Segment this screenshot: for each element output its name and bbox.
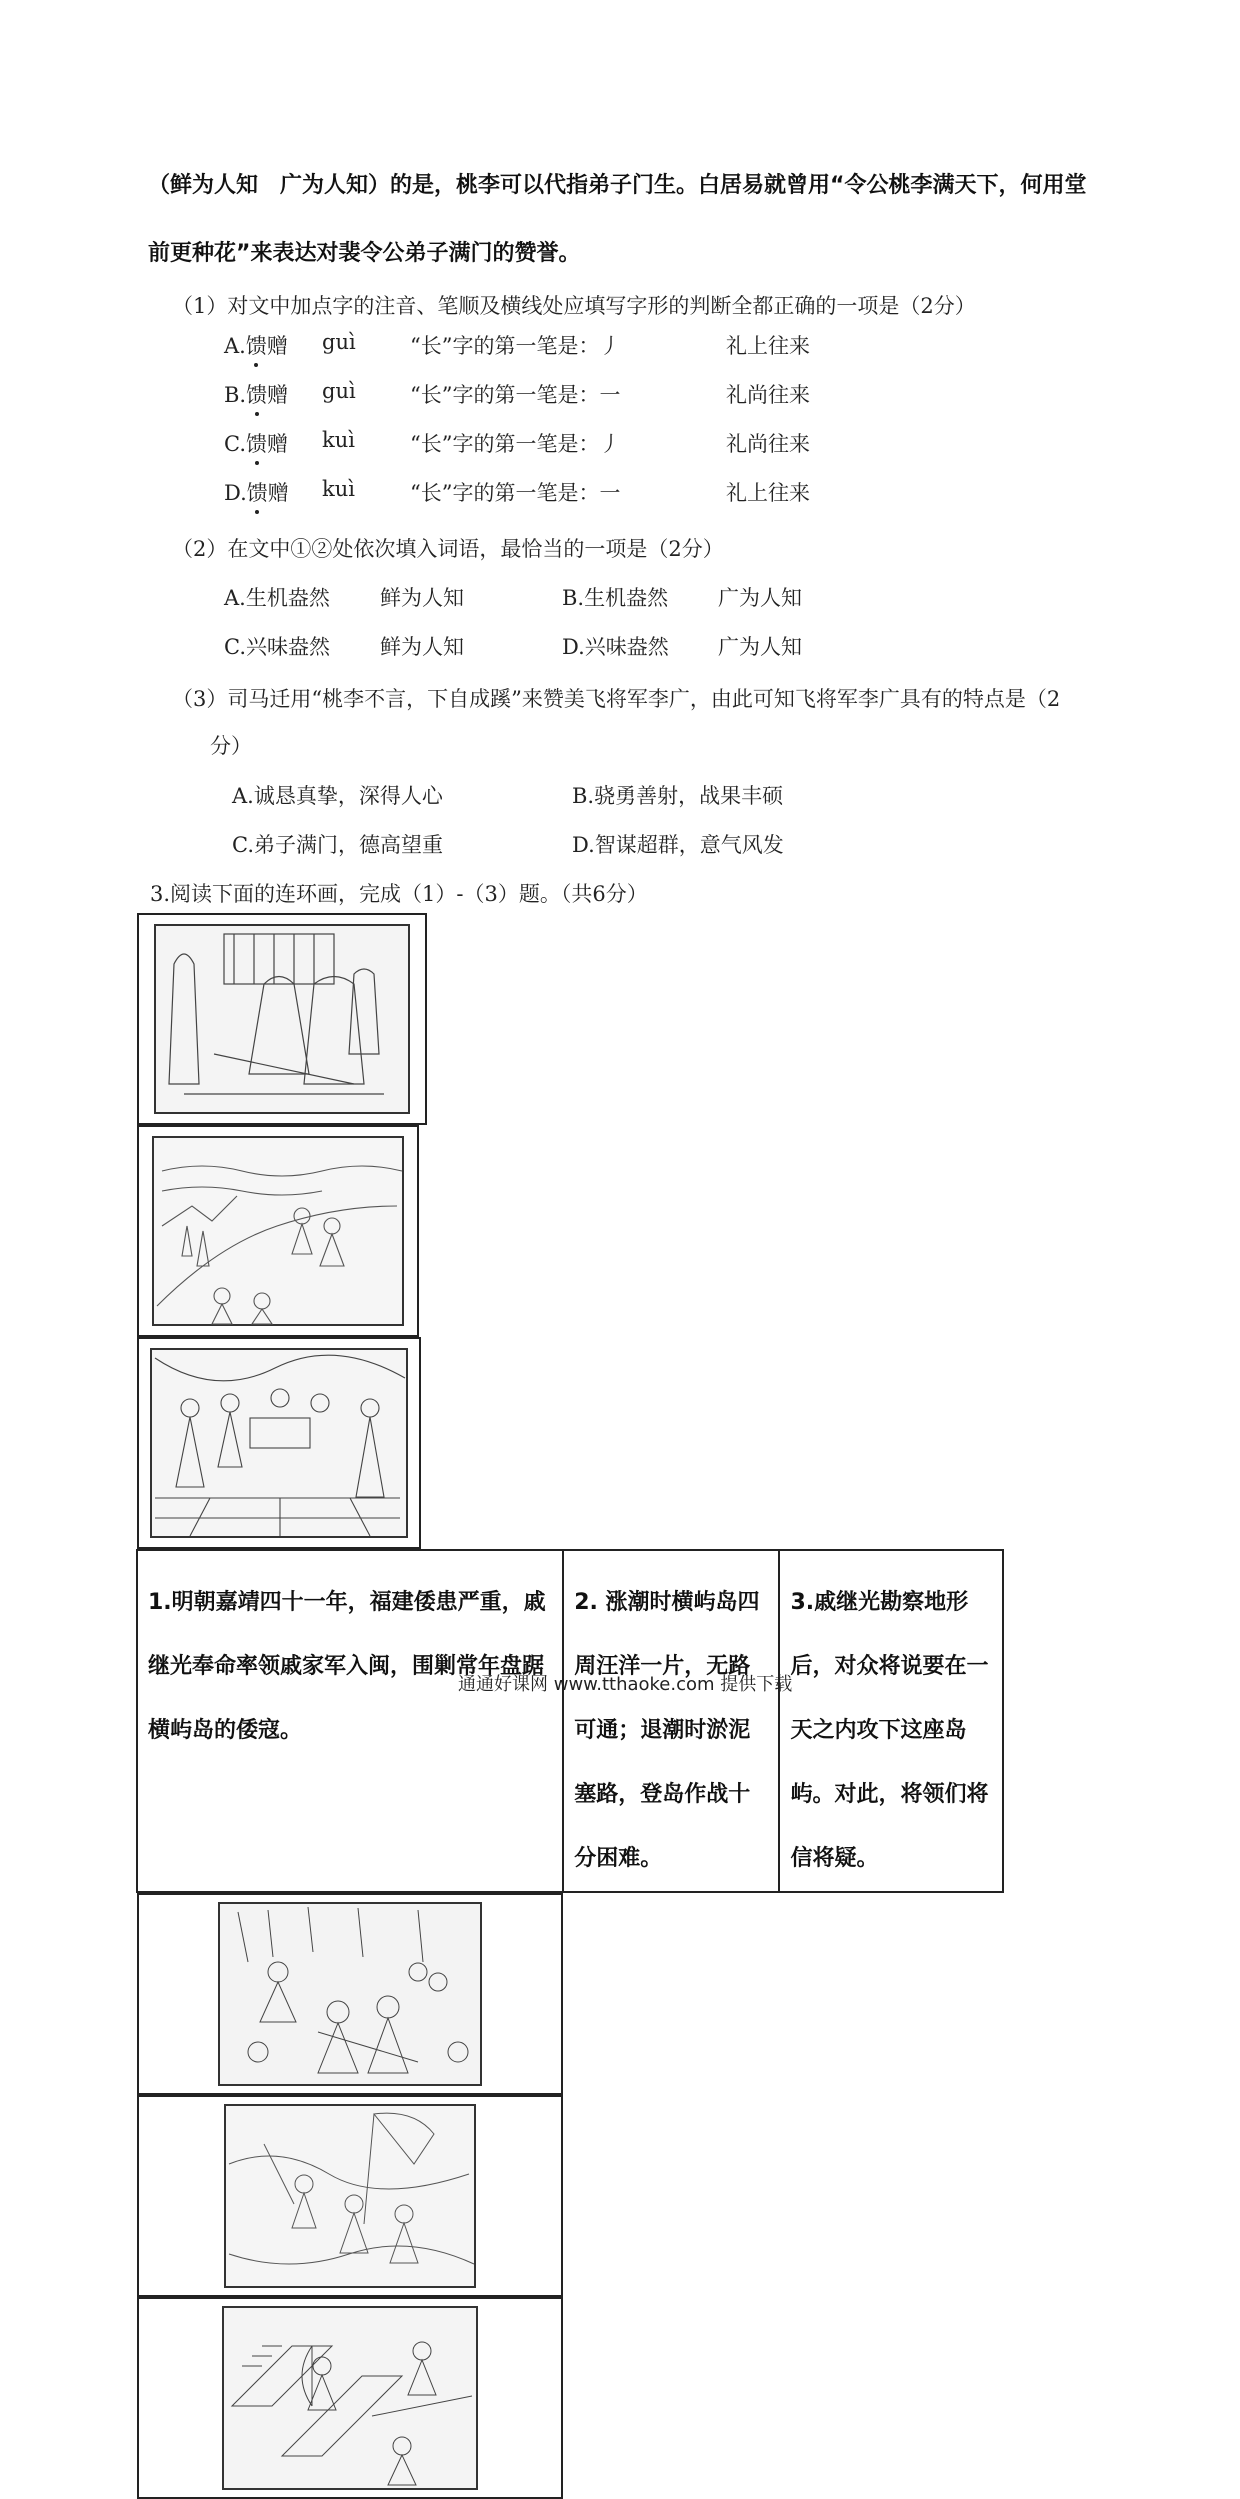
q1-option-c[interactable] xyxy=(224,428,288,458)
caption-text: 2. 涨潮时横屿岛四周汪洋一片，无路可通；退潮时淤泥塞路，登岛作战十分困难。 xyxy=(574,1590,760,1871)
char: 赠 xyxy=(267,481,289,505)
q3-option-d[interactable]: D.智谋超群，意气风发 xyxy=(572,833,784,857)
char: 赠 xyxy=(266,334,288,358)
option-label: A. xyxy=(224,334,246,358)
illustration-palace-scene xyxy=(154,924,410,1114)
q2-option-c-word2: 鲜为人知 xyxy=(380,635,464,659)
q1-option-d[interactable] xyxy=(224,477,289,507)
char: 赠 xyxy=(267,383,289,407)
question-3-stem-line-2: 分） xyxy=(210,734,252,758)
q1-option-b-idiom: 礼尚往来 xyxy=(726,383,810,407)
q2-option-b-word2: 广为人知 xyxy=(718,586,802,610)
comic-panel-6-image xyxy=(137,2297,563,2499)
caption-text: 3.戚继光勘察地形后，对众将说要在一天之内攻下这座岛屿。对此，将领们将信将疑。 xyxy=(790,1590,989,1871)
dotted-char: 馈 xyxy=(246,379,267,409)
q3-option-b[interactable]: B.骁勇善射，战果丰硕 xyxy=(572,784,784,808)
illustration-straw-path-battle xyxy=(222,2306,478,2490)
comic-caption-3 xyxy=(779,1550,1003,1892)
q1-option-a-idiom: 礼上往来 xyxy=(726,334,810,358)
q3-option-a[interactable]: A.诚恳真挚，深得人心 xyxy=(232,784,443,808)
page-footer: 通通好课网 www.tthaoke.com 提供下载 xyxy=(458,1674,793,1695)
q1-option-d-stroke: “长”字的第一笔是：一 xyxy=(410,481,621,505)
char: 赠 xyxy=(267,432,288,456)
option-label: C. xyxy=(224,432,246,456)
q1-option-a[interactable] xyxy=(224,330,288,360)
question-3-stem-line-1: （3）司马迁用“桃李不言，下自成蹊”来赞美飞将军李广，由此可知飞将军李广具有的特点是（2 xyxy=(172,687,1061,711)
illustration-mudflat-advance xyxy=(224,2104,476,2288)
dotted-char: 馈 xyxy=(247,477,268,507)
q1-option-c-pinyin: kuì xyxy=(322,428,355,452)
q1-option-d-idiom: 礼上往来 xyxy=(726,481,810,505)
q2-option-d[interactable]: D.兴味盎然 xyxy=(562,635,669,659)
q1-option-b[interactable] xyxy=(224,379,288,409)
caption-text: 1.明朝嘉靖四十一年，福建倭患严重，戚继光奉命率领戚家军入闽，围剿常年盘踞横屿岛的倭寇。 xyxy=(148,1590,546,1743)
q1-option-a-stroke: “长”字的第一笔是：丿 xyxy=(410,334,621,358)
comic-panel-1-image xyxy=(137,913,427,1125)
comic-strip-table xyxy=(136,913,1004,2499)
option-label: D. xyxy=(224,481,247,505)
comic-panel-5-image xyxy=(137,2095,563,2297)
q1-option-b-pinyin: guì xyxy=(322,379,356,403)
q1-option-a-pinyin: guì xyxy=(322,330,356,354)
q2-option-a[interactable]: A.生机盎然 xyxy=(224,586,330,610)
illustration-army-assembly xyxy=(218,1902,482,2086)
q1-option-b-stroke: “长”字的第一笔是：一 xyxy=(410,383,621,407)
q3-option-c[interactable]: C.弟子满门，德高望重 xyxy=(232,833,443,857)
illustration-war-council xyxy=(150,1348,408,1538)
section-3-title: 3.阅读下面的连环画，完成（1）-（3）题。（共6分） xyxy=(150,882,648,906)
q1-option-c-idiom: 礼尚往来 xyxy=(726,432,810,456)
q1-option-d-pinyin: kuì xyxy=(322,477,355,501)
comic-panel-3-image xyxy=(137,1337,421,1549)
q1-option-c-stroke: “长”字的第一笔是：丿 xyxy=(410,432,621,456)
comic-panel-2-image xyxy=(137,1125,419,1337)
passage-line-1: （鲜为人知 广为人知）的是，桃李可以代指弟子门生。白居易就曾用“令公桃李满天下，何用堂 xyxy=(148,173,1087,198)
passage-line-2: 前更种花”来表达对裴令公弟子满门的赞誉。 xyxy=(148,241,581,266)
illustration-coast-march xyxy=(152,1136,404,1326)
question-1-stem: （1）对文中加点字的注音、笔顺及横线处应填写字形的判断全都正确的一项是（2分） xyxy=(172,294,976,318)
comic-panel-4-image xyxy=(137,1893,563,2095)
dotted-char: 馈 xyxy=(246,330,267,360)
q2-option-b[interactable]: B.生机盎然 xyxy=(562,586,669,610)
q2-option-c[interactable]: C.兴味盎然 xyxy=(224,635,330,659)
comic-caption-1 xyxy=(137,1550,563,1892)
question-2-stem: （2）在文中①②处依次填入词语，最恰当的一项是（2分） xyxy=(172,537,724,561)
q2-option-d-word2: 广为人知 xyxy=(718,635,802,659)
q2-option-a-word2: 鲜为人知 xyxy=(380,586,464,610)
dotted-char: 馈 xyxy=(246,428,267,458)
option-label: B. xyxy=(224,383,247,407)
comic-caption-2 xyxy=(563,1550,779,1892)
